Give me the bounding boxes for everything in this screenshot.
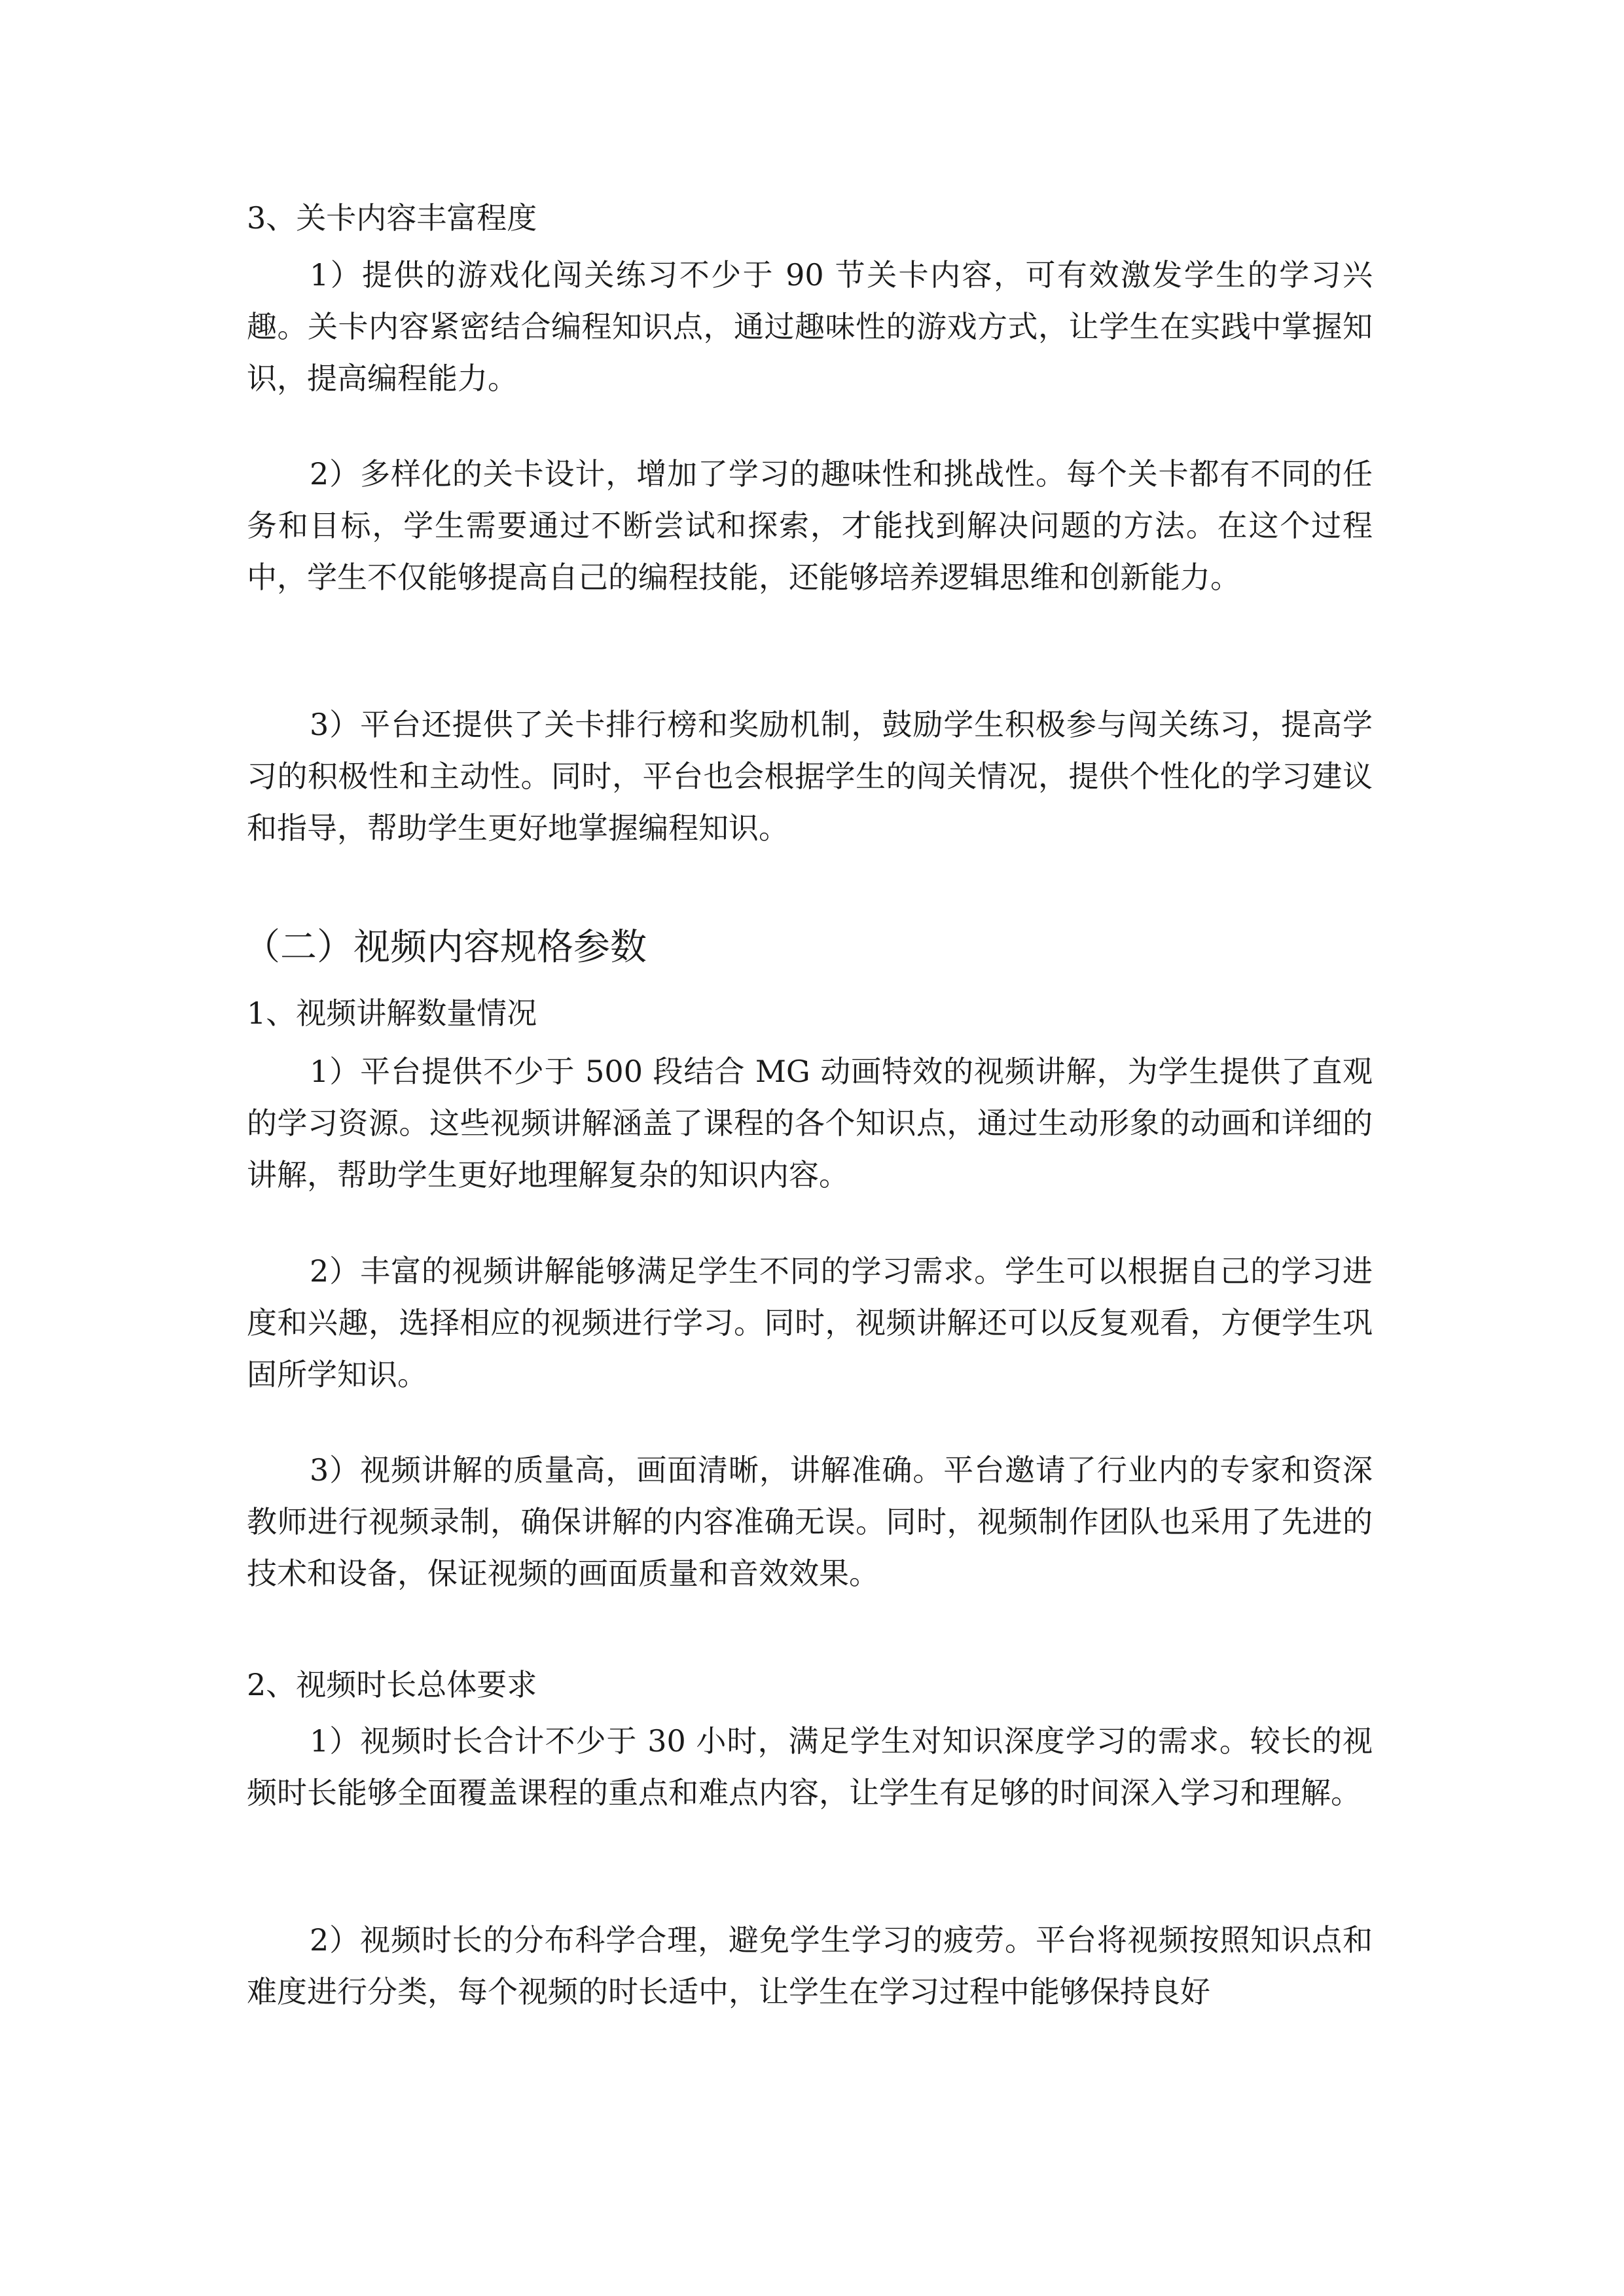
paragraph-video-distribution: 2）视频时长的分布科学合理，避免学生学习的疲劳。平台将视频按照知识点和难度进行分类，每个视频的时长适中，让学生在学习过程中能够保持良好 xyxy=(247,1922,1373,2009)
paragraph-video-needs: 2）丰富的视频讲解能够满足学生不同的学习需求。学生可以根据自己的学习进度和兴趣，选择相应的视频进行学习。同时，视频讲解还可以反复观看，方便学生巩固所学知识。 xyxy=(247,1253,1373,1392)
paragraph-video-count: 1）平台提供不少于 500 段结合 MG 动画特效的视频讲解，为学生提供了直观的学习资源。这些视频讲解涵盖了课程的各个知识点，通过生动形象的动画和详细的讲解，帮助学生更好地理解复杂的知识内容。 xyxy=(247,1054,1373,1193)
paragraph-level-leaderboard: 3）平台还提供了关卡排行榜和奖励机制，鼓励学生积极参与闯关练习，提高学习的积极性和主动性。同时，平台也会根据学生的闯关情况，提供个性化的学习建议和指导，帮助学生更好地掌握编程知识。 xyxy=(247,707,1373,846)
subheading-video-count: 1、视频讲解数量情况 xyxy=(247,996,537,1031)
subheading-video-duration: 2、视频时长总体要求 xyxy=(247,1667,537,1702)
section-title-video-specs: （二）视频内容规格参数 xyxy=(244,926,647,969)
subheading-level-content: 3、关卡内容丰富程度 xyxy=(247,200,537,236)
paragraph-video-duration: 1）视频时长合计不少于 30 小时，满足学生对知识深度学习的需求。较长的视频时长能够全面覆盖课程的重点和难点内容，让学生有足够的时间深入学习和理解。 xyxy=(247,1723,1373,1810)
paragraph-level-design: 2）多样化的关卡设计，增加了学习的趣味性和挑战性。每个关卡都有不同的任务和目标，学生需要通过不断尝试和探索，才能找到解决问题的方法。在这个过程中，学生不仅能够提高自己的编程技能，还能够培养逻辑思维和创新能力。 xyxy=(247,456,1373,595)
paragraph-level-count: 1）提供的游戏化闯关练习不少于 90 节关卡内容，可有效激发学生的学习兴趣。关卡内容紧密结合编程知识点，通过趣味性的游戏方式，让学生在实践中掌握知识，提高编程能力。 xyxy=(247,257,1373,396)
paragraph-video-quality: 3）视频讲解的质量高，画面清晰，讲解准确。平台邀请了行业内的专家和资深教师进行视频录制，确保讲解的内容准确无误。同时，视频制作团队也采用了先进的技术和设备，保证视频的画面质量和音效效果。 xyxy=(247,1452,1373,1591)
